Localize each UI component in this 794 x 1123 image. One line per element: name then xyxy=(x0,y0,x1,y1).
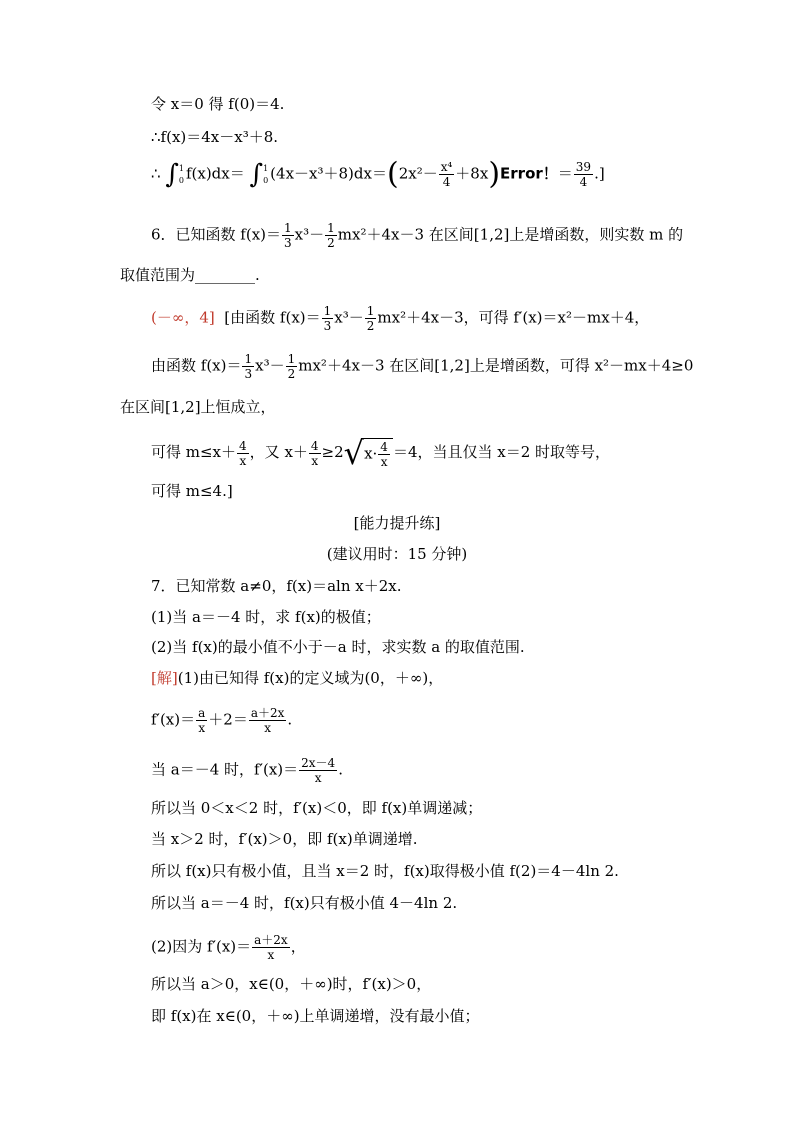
answer-6: (－∞，4] [由函数 f(x)＝ $\frac{1}{3}$ x³－ $\frac{1}{2}$ mx²＋4x－3，可得 f′(x)＝x²－mx＋4， xyxy=(151,304,650,333)
question-6: 6．已知函数 f(x)＝ $\frac{1}{3}$ x³－ $\frac{1}{2}$ mx²＋4x－3 在区间[1,2]上是增函数，则实数 m 的 xyxy=(151,221,684,250)
text-line: ∴f(x)＝4x－x³＋8. xyxy=(151,128,279,146)
solution-line3: 当 a＝－4 时，f′(x)＝ $\frac{2x-4}{x}$ . xyxy=(151,756,343,785)
integral-limits: 1 0 xyxy=(178,163,184,185)
integrand: (4x－x³＋8)dx＝ xyxy=(270,164,387,183)
answer-6-line5: 可得 m≤4.] xyxy=(151,482,233,500)
solution-line1: [解](1)由已知得 f(x)的定义域为(0，＋∞)， xyxy=(151,669,444,687)
question-7: 7．已知常数 a≠0，f(x)＝aln x＋2x. xyxy=(151,577,402,595)
question-7-part2: (2)当 f(x)的最小值不小于－a 时，求实数 a 的取值范围. xyxy=(151,638,525,656)
solution-line8: (2)因为 f′(x)＝ $\frac{a+2x}{x}$ ， xyxy=(151,933,306,962)
section-title: [能力提升练] xyxy=(353,514,441,532)
solution-line5: 当 x＞2 时，f′(x)＞0，即 f(x)单调递增. xyxy=(151,830,418,848)
solution-line10: 即 f(x)在 x∈(0，＋∞)上单调递增，没有最小值； xyxy=(151,1007,480,1025)
fraction: $\frac{39}{4}$ xyxy=(575,160,592,189)
answer-value: (－∞，4] xyxy=(151,308,215,327)
text-line: 令 x＝0 得 f(0)＝4. xyxy=(151,95,285,113)
therefore-symbol: ∴ xyxy=(151,164,161,183)
answer-6-line2: 由函数 f(x)＝ $\frac{1}{3}$ x³－ $\frac{1}{2}$ mx²＋4x－3 在区间[1,2]上是增函数，可得 x²－mx＋4≥0 xyxy=(151,352,694,381)
solution-tag: [解] xyxy=(151,669,178,687)
solution-line4: 所以当 0＜x＜2 时，f′(x)＜0，即 f(x)单调递减； xyxy=(151,799,483,817)
sqrt-expression: √x· $\frac{4}{x}$ xyxy=(344,438,393,468)
section-time: (建议用时：15 分钟) xyxy=(326,545,468,563)
answer-6-line4: 可得 m≤x＋ $\frac{4}{x}$ ，又 x＋ $\frac{4}{x}$ ≥2√x· $\frac{4}{x}$ ＝4，当且仅当 x＝2 时取等号， xyxy=(151,434,611,472)
polynomial-part: ＋8x xyxy=(455,164,489,183)
error-text: Error！ xyxy=(500,164,558,183)
question-6-cont: 取值范围为________. xyxy=(120,266,260,284)
answer-6-line3: 在区间[1,2]上恒成立， xyxy=(120,398,276,416)
integral-sign: ∫ xyxy=(249,159,264,190)
fraction: $\frac{\text{x⁴}}{4}$ xyxy=(440,160,453,189)
solution-line9: 所以当 a＞0，x∈(0，＋∞)时，f′(x)＞0， xyxy=(151,975,432,993)
integral-sign: ∫ xyxy=(165,159,179,190)
integrand: f(x)dx＝ xyxy=(185,164,245,183)
solution-line6: 所以 f(x)只有极小值，且当 x＝2 时，f(x)取得极小值 f(2)＝4－4ln 2. xyxy=(151,862,619,880)
solution-line2: f′(x)＝ $\frac{a}{x}$ ＋2＝ $\frac{a+2x}{x}$ . xyxy=(151,706,293,735)
polynomial-part: 2x²－ xyxy=(398,164,438,183)
solution-line7: 所以当 a＝－4 时，f(x)只有极小值 4－4ln 2. xyxy=(151,894,458,912)
integral-limits: 1 0 xyxy=(263,163,269,185)
integral-line: ∴ ∫1 0 f(x)dx＝ ∫1 0 (4x－x³＋8)dx＝(2x²－ $\frac{\text{x⁴}}{4}$ ＋8x)Error！＝ $\frac{39}{4}$ .] xyxy=(151,156,605,192)
question-7-part1: (1)当 a＝－4 时，求 f(x)的极值； xyxy=(151,608,381,626)
